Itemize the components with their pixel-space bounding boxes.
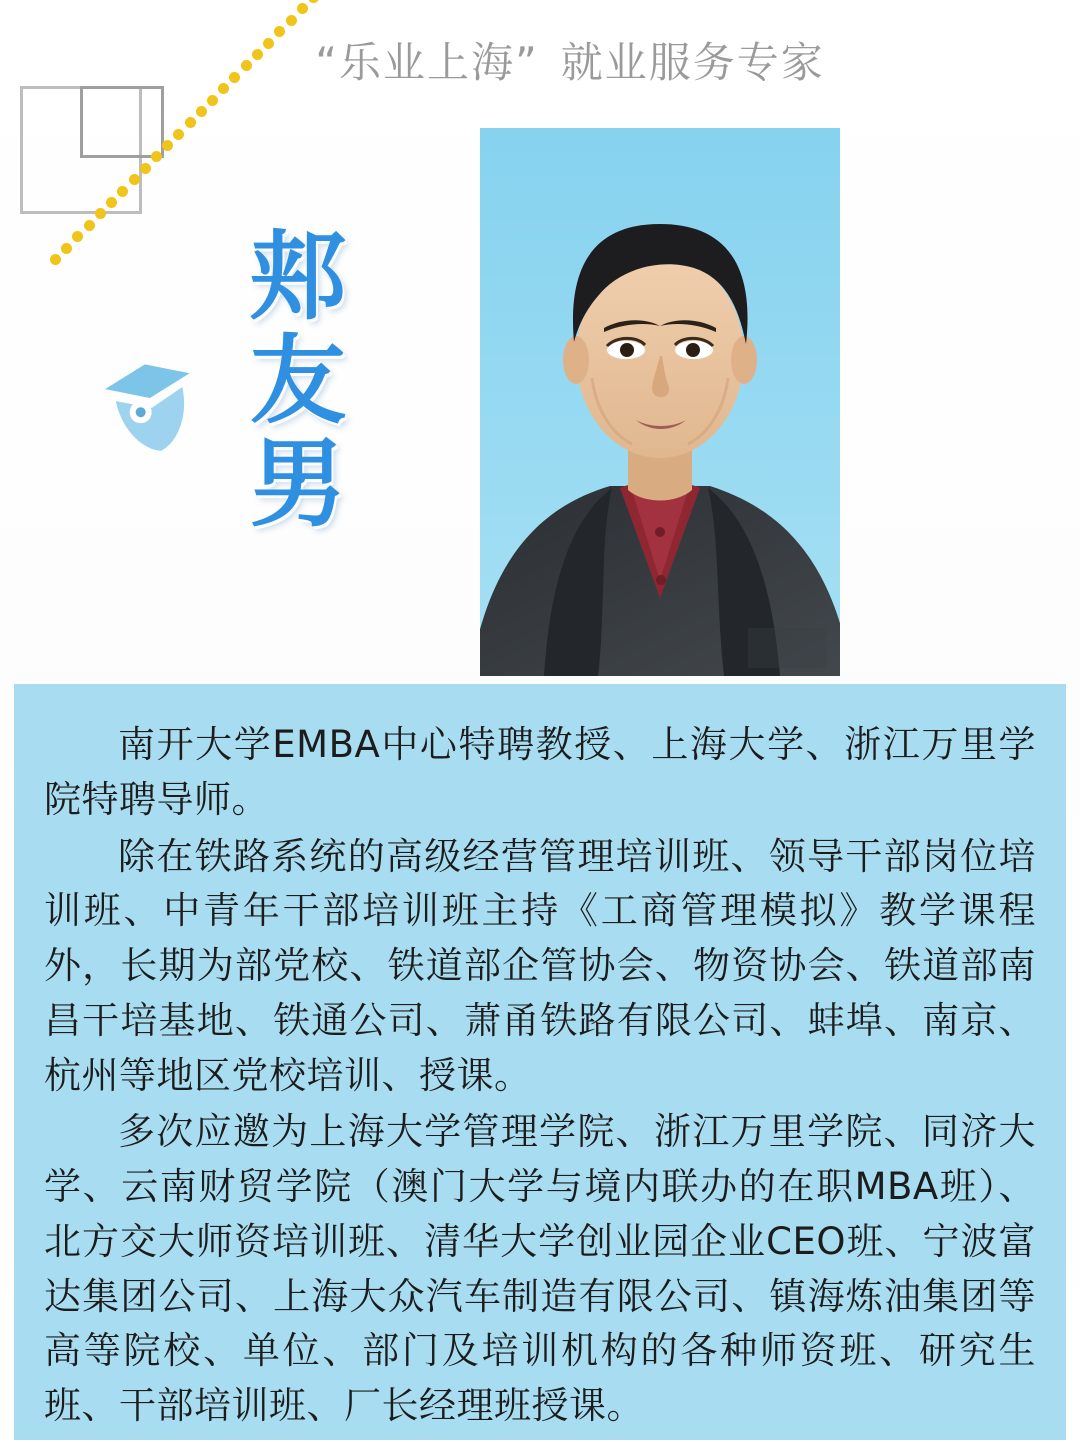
decorative-dot: [286, 15, 297, 26]
decorative-dot: [207, 95, 218, 106]
decorative-dot: [84, 220, 95, 231]
expert-name-char-3: 男: [250, 427, 346, 541]
expert-name-vertical: [250, 220, 385, 541]
decorative-dot: [173, 129, 184, 140]
expert-bio-panel: [14, 684, 1066, 1440]
bio-paragraph-3: 多次应邀为上海大学管理学院、浙江万里学院、同济大学、云南财贸学院（澳门大学与境内联办的在职MBA班）、北方交大师资培训班、清华大学创业园企业CEO班、宁波富达集团公司、上海大众汽车制造有限公司、镇海炼油集团等高等院校、单位、部门及培训机构的各种师资班、研究生班、干部培训班、厂长经理班授课。: [44, 1110, 1036, 1427]
decorative-dot: [61, 243, 72, 254]
expert-name-char-1: 郏: [250, 220, 346, 333]
decorative-dot: [185, 117, 196, 128]
graduation-cap-icon: [96, 352, 206, 464]
bio-paragraph-1: 南开大学EMBA中心特聘教授、上海大学、浙江万里学院特聘导师。: [44, 723, 1036, 821]
bio-paragraph-2: 除在铁路系统的高级经营管理培训班、领导干部岗位培训班、中青年干部培训班主持《工商管理模拟》教学课程外，长期为部党校、铁道部企管协会、物资协会、铁道部南昌干培基地、铁通公司、萧甬铁路有限公司、蚌埠、南京、杭州等地区党校培训、授课。: [44, 834, 1036, 1097]
page-title-rest: 就业服务专家: [560, 38, 825, 87]
decorative-dot: [72, 231, 83, 242]
decorative-dot: [50, 254, 61, 265]
expert-portrait-photo: [480, 128, 840, 676]
page-title-quoted: “乐业上海”: [315, 38, 539, 87]
decorative-dot: [297, 3, 308, 14]
decorative-square-small: [80, 86, 164, 158]
decorative-dot: [308, 0, 319, 3]
expert-name-char-2: 友: [250, 323, 346, 437]
decorative-dot: [196, 106, 207, 117]
page-title: [0, 30, 1080, 90]
